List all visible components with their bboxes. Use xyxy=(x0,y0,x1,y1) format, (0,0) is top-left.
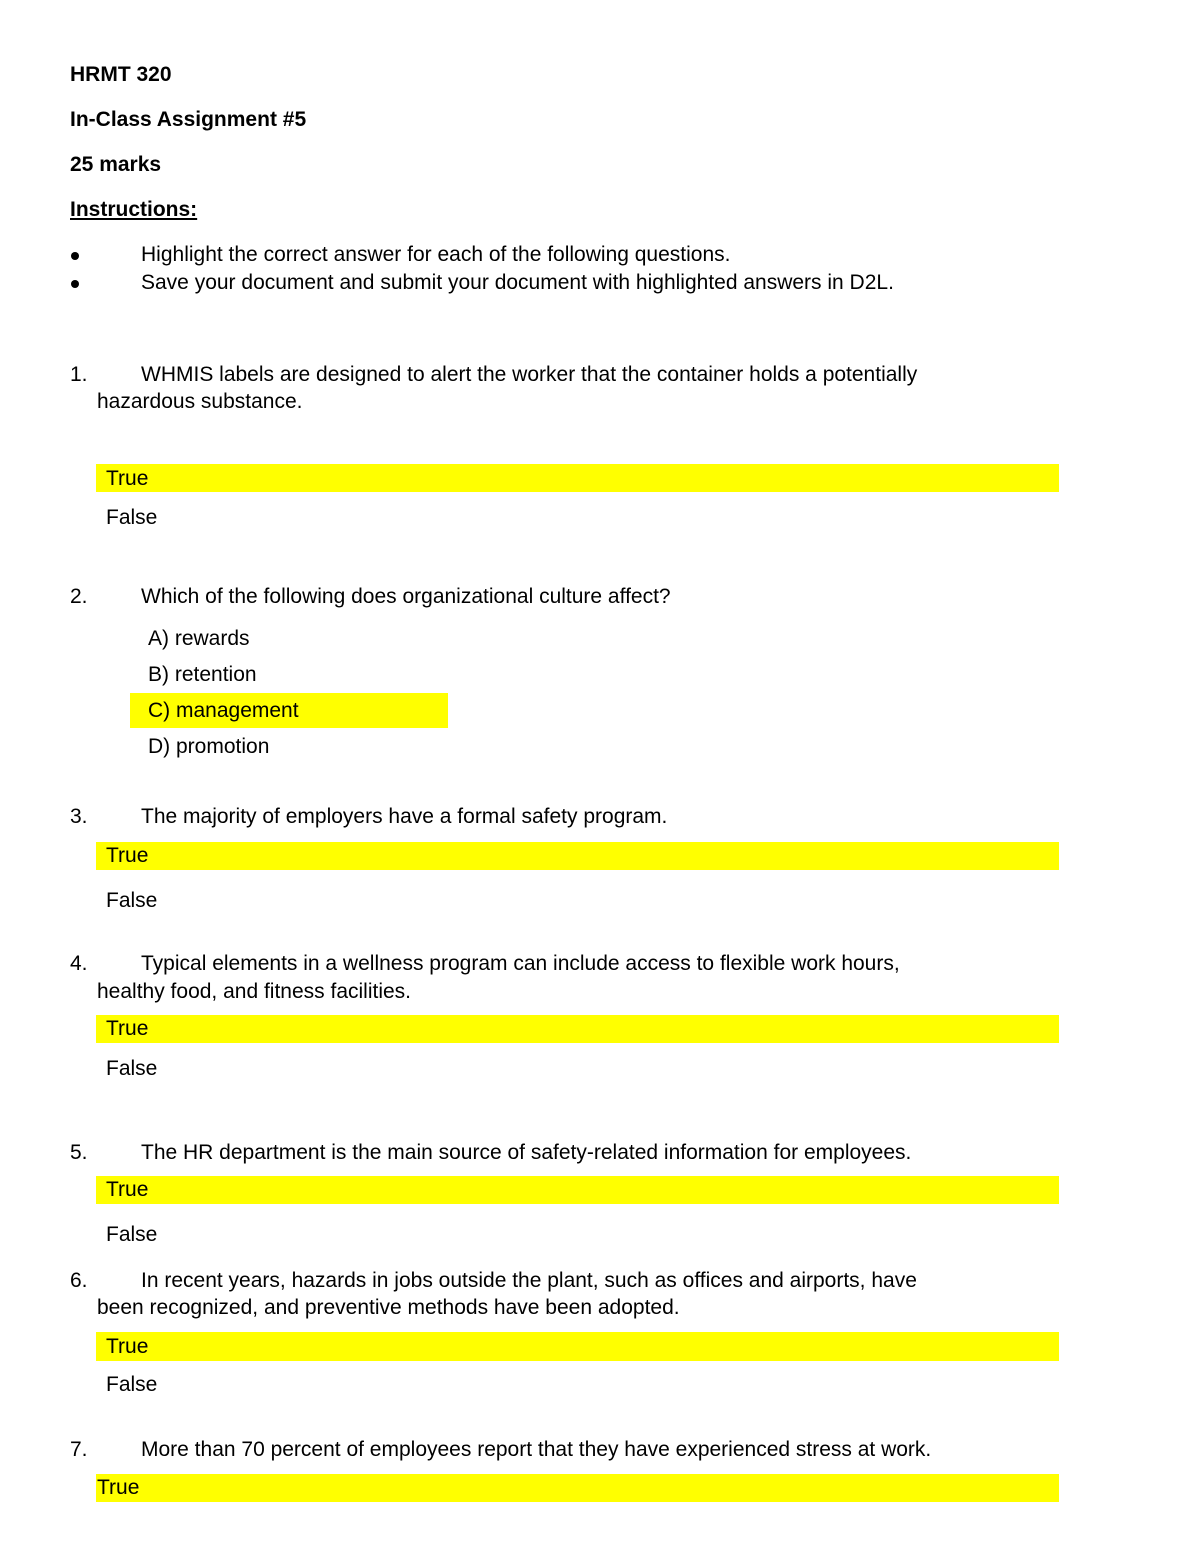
question-text-continued: healthy food, and fitness facilities. xyxy=(97,980,412,1003)
total-marks: 25 marks xyxy=(70,153,162,176)
question-text-continued: hazardous substance. xyxy=(97,390,303,413)
question-text: Typical elements in a wellness program can include access to flexible work hours, xyxy=(141,952,900,975)
instruction-item: Highlight the correct answer for each of the following questions. xyxy=(141,243,731,266)
answer-highlight xyxy=(96,842,1059,870)
option-true[interactable]: True xyxy=(106,844,149,867)
course-code: HRMT 320 xyxy=(70,63,172,86)
question-number: 7. xyxy=(70,1438,88,1461)
question-text: The HR department is the main source of safety-related information for employees. xyxy=(141,1141,912,1164)
question-text: More than 70 percent of employees report that they have experienced stress at work. xyxy=(141,1438,932,1461)
option-false[interactable]: False xyxy=(106,1223,158,1246)
question-text: WHMIS labels are designed to alert the worker that the container holds a potentially xyxy=(141,363,918,386)
option-true[interactable]: True xyxy=(97,1476,140,1499)
answer-highlight xyxy=(96,1332,1059,1361)
option-false[interactable]: False xyxy=(106,506,158,529)
instructions-heading: Instructions: xyxy=(70,198,198,221)
question-number: 4. xyxy=(70,952,88,975)
option-c[interactable]: C) management xyxy=(148,699,299,722)
option-b[interactable]: B) retention xyxy=(148,663,257,686)
option-false[interactable]: False xyxy=(106,889,158,912)
option-d[interactable]: D) promotion xyxy=(148,735,270,758)
question-text: Which of the following does organizational culture affect? xyxy=(141,585,671,608)
option-true[interactable]: True xyxy=(106,467,149,490)
assignment-title: In-Class Assignment #5 xyxy=(70,108,307,131)
answer-highlight xyxy=(96,1015,1059,1043)
answer-highlight xyxy=(96,1474,1059,1502)
question-text-continued: been recognized, and preventive methods have been adopted. xyxy=(97,1296,680,1319)
answer-highlight xyxy=(96,464,1059,492)
question-number: 2. xyxy=(70,585,88,608)
answer-highlight xyxy=(96,1176,1059,1204)
option-true[interactable]: True xyxy=(106,1017,149,1040)
question-number: 1. xyxy=(70,363,88,386)
question-text: In recent years, hazards in jobs outside the plant, such as offices and airports, have xyxy=(141,1269,917,1292)
question-number: 5. xyxy=(70,1141,88,1164)
bullet-icon xyxy=(71,280,79,288)
question-number: 3. xyxy=(70,805,88,828)
question-number: 6. xyxy=(70,1269,88,1292)
option-a[interactable]: A) rewards xyxy=(148,627,250,650)
instruction-item: Save your document and submit your document with highlighted answers in D2L. xyxy=(141,271,894,294)
option-true[interactable]: True xyxy=(106,1178,149,1201)
option-false[interactable]: False xyxy=(106,1057,158,1080)
question-text: The majority of employers have a formal safety program. xyxy=(141,805,668,828)
option-false[interactable]: False xyxy=(106,1373,158,1396)
bullet-icon xyxy=(71,252,79,260)
option-true[interactable]: True xyxy=(106,1335,149,1358)
